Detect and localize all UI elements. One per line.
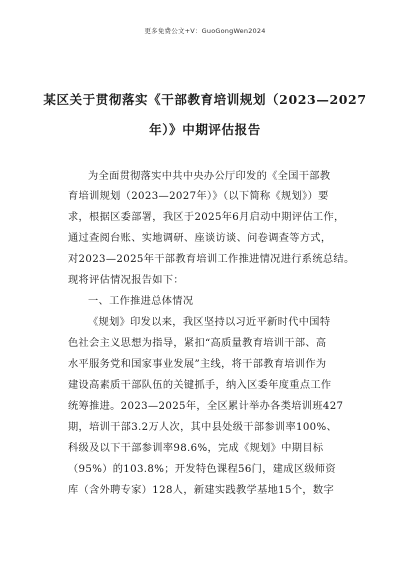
- paragraph-line: 育培训规划（2023—2027年）》（以下简称《规划》）要: [68, 191, 329, 202]
- report-title-line-1: 某区关于贯彻落实《干部教育培训规划（2023—2027: [43, 92, 367, 107]
- paragraph-line: （95%）的103.8%；开发特色课程56门，建成区级师资: [68, 464, 336, 475]
- header-note: 更多免费公文+V：GuoGongWen2024: [144, 27, 266, 35]
- paragraph-line: 科级及以下干部参训率98.6%，完成《规划》中期目标: [68, 443, 324, 454]
- paragraph-line: 库（含外聘专家）128人，新建实践教学基地15个，数字: [68, 485, 334, 496]
- paragraph-line: 建设高素质干部队伍的关键抓手，纳入区委年度重点工作: [68, 380, 332, 391]
- section-heading: 一、工作推进总体情况: [88, 296, 194, 307]
- paragraph-line: 为全面贯彻落实中共中央办公厅印发的《全国干部教: [88, 171, 331, 182]
- paragraph-line: 色社会主义思想为指导，紧扣“高质量教育培训干部、高: [68, 338, 327, 349]
- paragraph-line: 期，培训干部3.2万人次，其中县处级干部参训率100%、: [68, 422, 338, 433]
- report-title-line-2: 年）》中期评估报告: [149, 122, 261, 137]
- paragraph-line: 《规划》印发以来，我区坚持以习近平新时代中国特: [88, 317, 331, 328]
- paragraph-line: 对2023—2025年干部教育培训工作推进情况进行系统总结。: [68, 254, 355, 265]
- paragraph-line: 通过查阅台账、实地调研、座谈访谈、问卷调查等方式，: [68, 233, 332, 244]
- paragraph-line: 求，根据区委部署，我区于2025年6月启动中期评估工作，: [68, 212, 345, 223]
- paragraph-line: 水平服务党和国家事业发展”主线，将干部教育培训作为: [68, 359, 327, 370]
- paragraph-line: 统筹推进。2023—2025年，全区累计举办各类培训班427: [68, 401, 344, 412]
- paragraph-line: 现将评估情况报告如下：: [68, 275, 184, 286]
